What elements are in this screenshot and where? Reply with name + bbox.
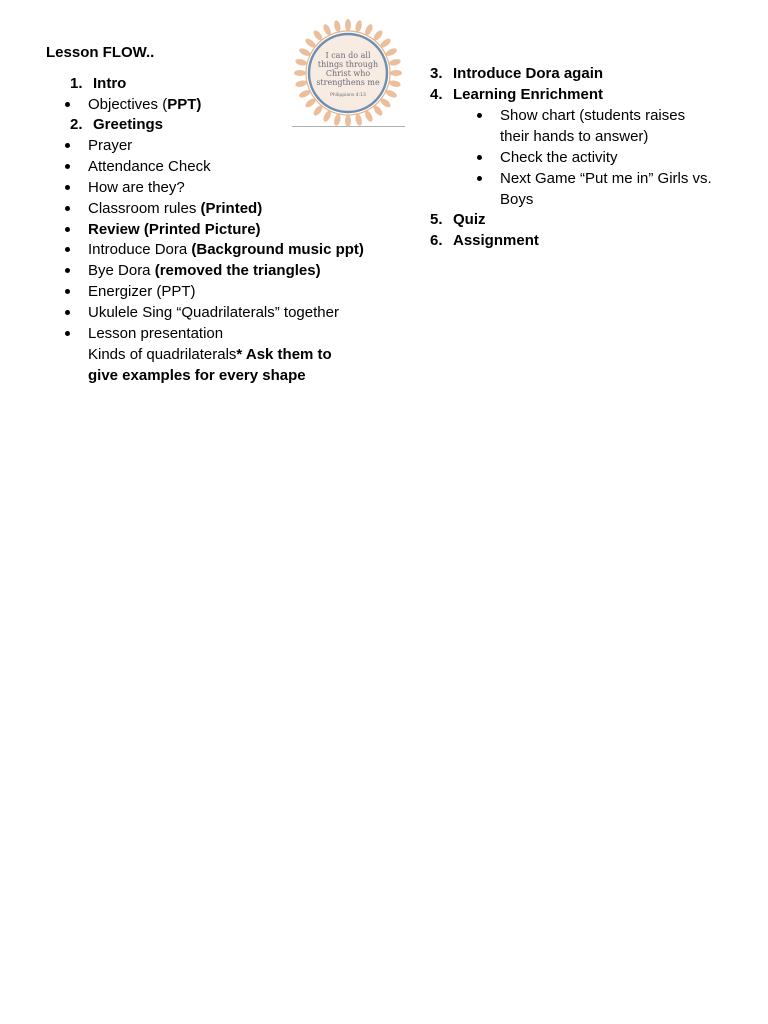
list-number-1: 1.: [70, 75, 83, 92]
list-item-assignment: Assignment: [453, 232, 539, 249]
badge-petal: [390, 70, 402, 76]
list-item-bold-text: * Ask them to: [236, 346, 332, 363]
badge-line-1: I can do all: [325, 51, 371, 60]
bullet-icon: [65, 206, 70, 211]
list-item-text: Introduce Dora: [88, 241, 192, 258]
list-item-greetings: Greetings: [93, 116, 164, 133]
badge-petal: [388, 58, 401, 67]
bullet-icon: [65, 268, 70, 273]
bullet-icon: [65, 310, 70, 315]
badge-line-3: Christ who: [325, 69, 371, 78]
list-item-intro: Intro: [93, 75, 127, 92]
badge-underline: [292, 126, 405, 127]
list-item-bold-text: (removed the triangles): [154, 262, 321, 279]
bullet-icon: [65, 289, 70, 294]
list-item-show-chart: Show chart (students raises: [500, 107, 686, 124]
list-item-kinds-of-quadrilaterals: [88, 345, 332, 365]
bullet-icon: [65, 331, 70, 336]
badge-petal: [295, 58, 308, 67]
badge-petal: [345, 19, 351, 31]
bullet-icon: [477, 176, 482, 181]
list-item-introduce-dora-again: Introduce Dora again: [453, 65, 604, 82]
document-title: Lesson FLOW..: [46, 44, 155, 61]
list-item-bold-text: (Background music ppt): [191, 241, 364, 258]
badge-petal: [333, 20, 342, 33]
list-item-review: Review (Printed Picture): [88, 221, 261, 238]
list-number-5: 5.: [430, 211, 443, 228]
list-item-ukulele: Ukulele Sing “Quadrilaterals” together: [88, 304, 339, 321]
bullet-icon: [65, 227, 70, 232]
bullet-icon: [65, 185, 70, 190]
badge-petal: [295, 79, 308, 88]
badge-petal: [354, 113, 363, 126]
bullet-icon: [477, 155, 482, 160]
bullet-icon: [477, 113, 482, 118]
list-item-bold-text: PPT): [167, 96, 202, 113]
list-item-lesson-presentation: Lesson presentation: [88, 325, 224, 342]
list-item-check-activity: Check the activity: [500, 149, 618, 166]
list-item-quiz: Quiz: [453, 211, 486, 228]
list-number-4: 4.: [430, 86, 443, 103]
list-item-learning-enrichment: Learning Enrichment: [453, 86, 604, 103]
list-item-attendance: Attendance Check: [88, 158, 211, 175]
badge-petal: [333, 113, 342, 126]
list-number-6: 6.: [430, 232, 443, 249]
list-item-next-game: Next Game “Put me in” Girls vs.: [500, 170, 712, 187]
bullet-icon: [65, 247, 70, 252]
list-item-show-chart-cont: their hands to answer): [500, 128, 649, 145]
list-item-text: Classroom rules: [88, 200, 201, 217]
badge-reference: Philippians 4:13: [330, 93, 366, 98]
list-item-introduce-dora: [88, 240, 364, 260]
list-item-text: Kinds of quadrilaterals: [88, 346, 237, 363]
list-item-text: Objectives (: [88, 96, 168, 113]
bullet-icon: [65, 102, 70, 107]
list-item-objectives: [88, 95, 201, 115]
list-number-2: 2.: [70, 116, 83, 133]
list-item-text: Bye Dora: [88, 262, 155, 279]
list-item-energizer: Energizer (PPT): [88, 283, 196, 300]
list-item-prayer: Prayer: [88, 137, 133, 154]
list-item-bye-dora: [88, 261, 321, 281]
badge-line-2: things through: [317, 60, 379, 69]
list-item-bold-text: (Printed): [200, 200, 263, 217]
list-item-how-are-they: How are they?: [88, 179, 185, 196]
list-item-classroom-rules: [88, 199, 262, 219]
badge-petal: [388, 79, 401, 88]
list-number-3: 3.: [430, 65, 443, 82]
badge-petal: [354, 20, 363, 33]
list-item-continuation: give examples for every shape: [88, 367, 306, 384]
bullet-icon: [65, 143, 70, 148]
scripture-badge: [292, 18, 404, 128]
badge-petal: [294, 70, 306, 76]
bullet-icon: [65, 164, 70, 169]
badge-line-4: strengthens me: [316, 78, 380, 87]
list-item-next-game-cont: Boys: [500, 191, 534, 208]
